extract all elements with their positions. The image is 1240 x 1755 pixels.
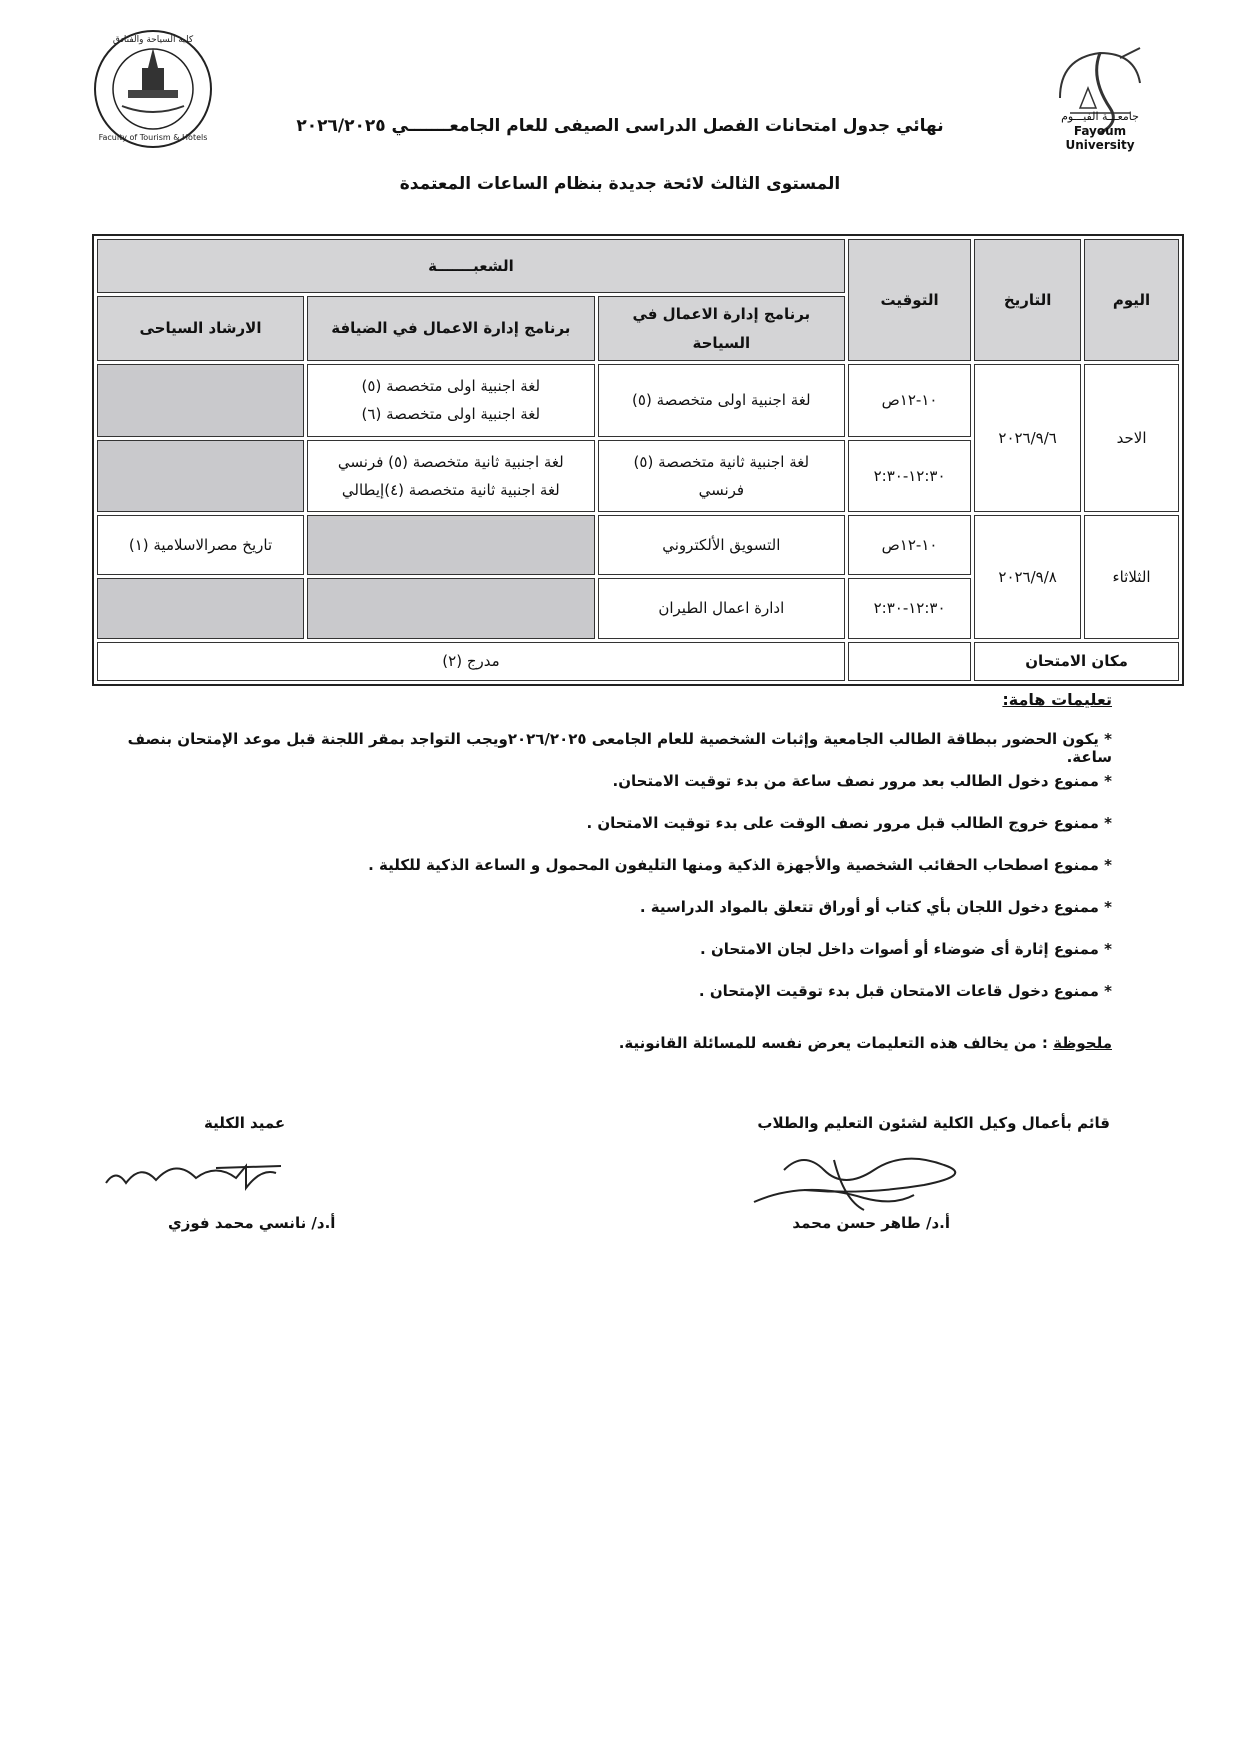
dean-title: عميد الكلية [204,1114,286,1132]
university-logo-ar: جامعـــة الفيـــوم [1061,110,1139,123]
note-label: ملحوظة [1053,1034,1112,1052]
day-cell-sunday: الاحد [1084,364,1179,512]
note-text: : من يخالف هذه التعليمات يعرض نفسه للمسائلة القانونية. [618,1034,1054,1052]
exam-line: لغة اجنبية اولى متخصصة (٥) [361,376,541,395]
header-tour-guidance: الارشاد السياحى [97,296,304,361]
location-value: مدرج (٢) [97,642,845,681]
dean-name: أ.د/ نانسي محمد فوزي [168,1214,336,1232]
exam-schedule-table [92,234,1184,686]
faculty-logo [92,28,214,150]
header-date: التاريخ [974,239,1081,361]
time-cell: ١٢:٣٠-٢:٣٠ [848,440,971,513]
location-label: مكان الامتحان [974,642,1179,681]
exam-cell-hospitality [307,364,595,437]
exam-cell-guidance: تاريخ مصرالاسلامية (١) [97,515,304,575]
instruction-item: * ممنوع اصطحاب الحقائب الشخصية والأجهزة الذكية ومنها التليفون المحمول و الساعة الذكية للكلية . [368,856,1112,874]
header-time: التوقيت [848,239,971,361]
page-title: نهائي جدول امتحانات الفصل الدراسى الصيفى للعام الجامعـــــــي ٢٠٢٦/٢٠٢٥ [296,116,944,136]
faculty-logo-ar: كلية السياحة والفنادق [112,35,194,45]
time-cell: ١٢:٣٠-٢:٣٠ [848,578,971,638]
vice-dean-title: قائم بأعمال وكيل الكلية لشئون التعليم والطلاب [757,1114,1110,1132]
exam-cell-tourism: ادارة اعمال الطيران [598,578,845,638]
header-tourism-program: برنامج إدارة الاعمال في السياحة [598,296,845,361]
exam-cell-tourism [598,440,845,513]
page-subtitle: المستوى الثالث لائحة جديدة بنظام الساعات المعتمدة [399,174,841,194]
exam-cell-tourism: لغة اجنبية اولى متخصصة (٥) [598,364,845,437]
exam-line: فرنسي [698,481,745,500]
date-cell-tuesday: ٢٠٢٦/٩/٨ [974,515,1081,638]
exam-line: لغة اجنبية اولى متخصصة (٦) [361,405,541,424]
instruction-item: * ممنوع خروج الطالب قبل مرور نصف الوقت على بدء توقيت الامتحان . [586,814,1112,832]
time-cell: ١٠-١٢ص [848,364,971,437]
empty-cell [97,364,304,437]
time-cell: ١٠-١٢ص [848,515,971,575]
exam-line: لغة اجنبية ثانية متخصصة (٥) [633,452,810,471]
exam-cell-hospitality [307,440,595,513]
exam-cell-tourism: التسويق الألكتروني [598,515,845,575]
empty-cell [307,515,595,575]
header-day: اليوم [1084,239,1179,361]
instruction-item: * ممنوع دخول قاعات الامتحان قبل بدء توقيت الإمتحان . [698,982,1112,1000]
empty-cell [97,440,304,513]
date-cell-sunday: ٢٠٢٦/٩/٦ [974,364,1081,512]
instruction-item: * ممنوع دخول الطالب بعد مرور نصف ساعة من بدء توقيت الامتحان. [612,772,1112,790]
empty-cell [307,578,595,638]
vice-dean-signature [744,1140,984,1220]
instruction-item: * ممنوع إثارة أى ضوضاء أو أصوات داخل لجان الامتحان . [700,940,1112,958]
day-cell-tuesday: الثلاثاء [1084,515,1179,638]
legal-note [112,1034,1112,1052]
faculty-logo-text: Faculty of Tourism & Hotels [98,133,208,142]
exam-line: لغة اجنبية ثانية متخصصة (٤)إيطالي [341,481,560,500]
vice-dean-name: أ.د/ طاهر حسن محمد [792,1214,950,1232]
instruction-item: * ممنوع دخول اللجان بأي كتاب أو أوراق تتعلق بالمواد الدراسية . [639,898,1112,916]
empty-cell [97,578,304,638]
exam-line: لغة اجنبية ثانية متخصصة (٥) فرنسي [337,452,564,471]
instruction-item: * يكون الحضور ببطاقة الطالب الجامعية وإثبات الشخصية للعام الجامعى ٢٠٢٦/٢٠٢٥ويجب التواجد بمقر اللجنة قبل موعد الإمتحان بنصف ساعة. [127,730,1112,766]
header-hospitality-program: برنامج إدارة الاعمال في الضيافة [307,296,595,361]
location-empty-cell [848,642,971,681]
instructions-title: تعليمات هامة: [1002,690,1112,709]
university-logo-text: Fayoum University [1065,124,1135,152]
dean-signature [96,1148,286,1198]
header-division: الشعبـــــــة [97,239,845,293]
